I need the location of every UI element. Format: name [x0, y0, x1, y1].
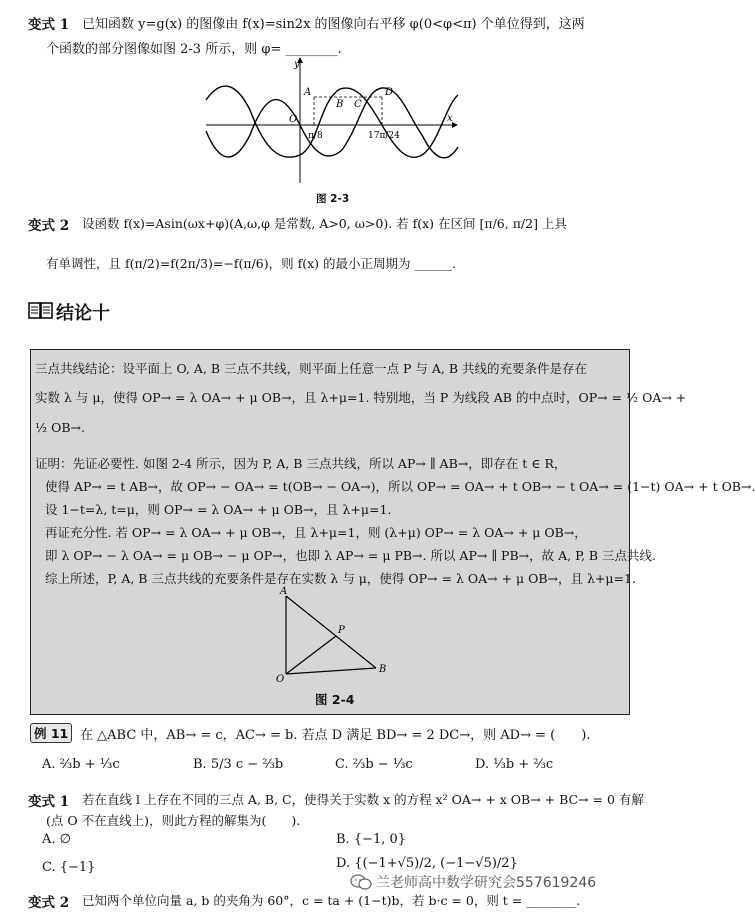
example-11-tag: 例 11 — [30, 723, 72, 743]
box-line-4: 证明：先证必要性. 如图 2-4 所示，因为 P, A, B 三点共线，所以 AP→ ∥ AB→，即存在 t ∈ R， — [35, 456, 567, 471]
variant-1b-option-d: D. {(−1+√5)/2, (−1−√5)/2} — [336, 856, 518, 871]
fig23-point-b: B — [336, 99, 344, 110]
fig23-tick-pi8: π/8 — [308, 131, 323, 141]
example-11-option-b: B. 5/3 c − ⅔b — [193, 757, 284, 772]
figure-2-3-graph — [200, 55, 460, 185]
figure-2-4-caption: 图 2-4 — [315, 692, 355, 707]
variant-1b-option-c: C. {−1} — [42, 860, 96, 875]
example-11-stem: 在 △ABC 中，AB→ = c，AC→ = b. 若点 D 满足 BD→ = 2 DC→，则 AD→ = ( ). — [80, 728, 591, 743]
fig23-tick-17pi24: 17π/24 — [368, 131, 400, 141]
example-11-option-a: A. ⅔b + ⅓c — [42, 757, 120, 772]
variant-2-text-line1: 设函数 f(x)=Asin(ωx+φ)(A,ω,φ 是常数, A>0, ω>0). 若 f(x) 在区间 [π/6, π/2] 上具 — [82, 216, 567, 231]
example-11-option-c: C. ⅔b − ⅓c — [335, 757, 413, 772]
box-line-3: ½ OB→. — [35, 420, 85, 435]
figure-2-4-diagram — [276, 586, 396, 684]
conclusion-box — [30, 349, 755, 715]
variant-1-text-line2: 个函数的部分图像如图 2-3 所示，则 φ= ________. — [46, 42, 342, 57]
variant-2-text-line2: 有单调性，且 f(π/2)=f(2π/3)=−f(π/6)，则 f(x) 的最小正周期为 ______. — [46, 256, 456, 271]
variant-2b-line1: 已知两个单位向量 a, b 的夹角为 60°，c = ta + (1−t)b，若 b·c = 0，则 t = ________. — [82, 893, 581, 908]
variant-1b-label: 变式 1 — [28, 794, 70, 810]
variant-2b-label: 变式 2 — [28, 895, 70, 911]
fig23-point-c: C — [354, 99, 362, 110]
fig24-point-b: B — [379, 664, 387, 675]
watermark-text: 兰老师高中数学研究会557619246 — [376, 875, 597, 891]
variant-1b-line1: 若在直线 l 上存在不同的三点 A, B, C，使得关于实数 x 的方程 x² OA→ + x OB→ + BC→ = 0 有解 — [82, 792, 644, 807]
fig24-point-a: A — [280, 586, 288, 597]
variant-1-text-line1: 已知函数 y=g(x) 的图像由 f(x)=sin2x 的图像向右平移 φ(0<φ<π) 个单位得到，这两 — [82, 17, 585, 32]
section-title: 结论十 — [56, 303, 110, 324]
box-line-8: 即 λ OP→ − λ OA→ = μ OB→ − μ OP→，也即 λ AP→ = μ PB→. 所以 AP→ ∥ PB→，故 A, P, B 三点共线. — [45, 548, 657, 563]
box-line-6: 设 1−t=λ, t=μ，则 OP→ = λ OA→ + μ OB→，且 λ+μ=1. — [45, 502, 392, 517]
box-line-7: 再证充分性. 若 OP→ = λ OA→ + μ OB→，且 λ+μ=1，则 (λ+μ) OP→ = λ OA→ + μ OB→， — [45, 525, 587, 540]
fig24-point-p: P — [338, 625, 345, 636]
variant-1b-line2: (点 O 不在直线上)，则此方程的解集为( ). — [46, 813, 301, 828]
wechat-icon — [350, 873, 372, 891]
box-line-5: 使得 AP→ = t AB→，故 OP→ − OA→ = t(OB→ − OA→)，所以 OP→ = OA→ + t OB→ − t OA→ = (1−t) OA→ + t OB→. — [45, 479, 755, 494]
example-11-option-d: D. ⅓b + ⅔c — [475, 757, 554, 772]
variant-1b-option-a: A. ∅ — [42, 832, 71, 847]
variant-1b-option-b: B. {−1, 0} — [336, 832, 407, 847]
fig24-point-o: O — [276, 674, 285, 685]
watermark — [350, 872, 596, 892]
fig23-point-d: D — [385, 87, 394, 98]
book-icon — [28, 301, 54, 321]
box-line-1: 三点共线结论：设平面上 O, A, B 三点不共线，则平面上任意一点 P 与 A, B 共线的充要条件是存在 — [35, 361, 588, 376]
fig23-y-label: y — [294, 59, 300, 70]
variant-2-label: 变式 2 — [28, 218, 70, 234]
fig23-point-a: A — [304, 87, 312, 98]
box-line-2: 实数 λ 与 μ，使得 OP→ = λ OA→ + μ OB→，且 λ+μ=1. 特别地，当 P 为线段 AB 的中点时，OP→ = ½ OA→ + — [35, 390, 687, 405]
fig23-x-label: x — [447, 113, 453, 124]
fig23-origin-label: O — [289, 114, 298, 125]
box-line-9: 综上所述，P, A, B 三点共线的充要条件是存在实数 λ 与 μ，使得 OP→ = λ OA→ + μ OB→，且 λ+μ=1. — [45, 571, 636, 586]
figure-2-3-caption: 图 2-3 — [316, 193, 350, 205]
variant-1-label: 变式 1 — [28, 17, 70, 33]
